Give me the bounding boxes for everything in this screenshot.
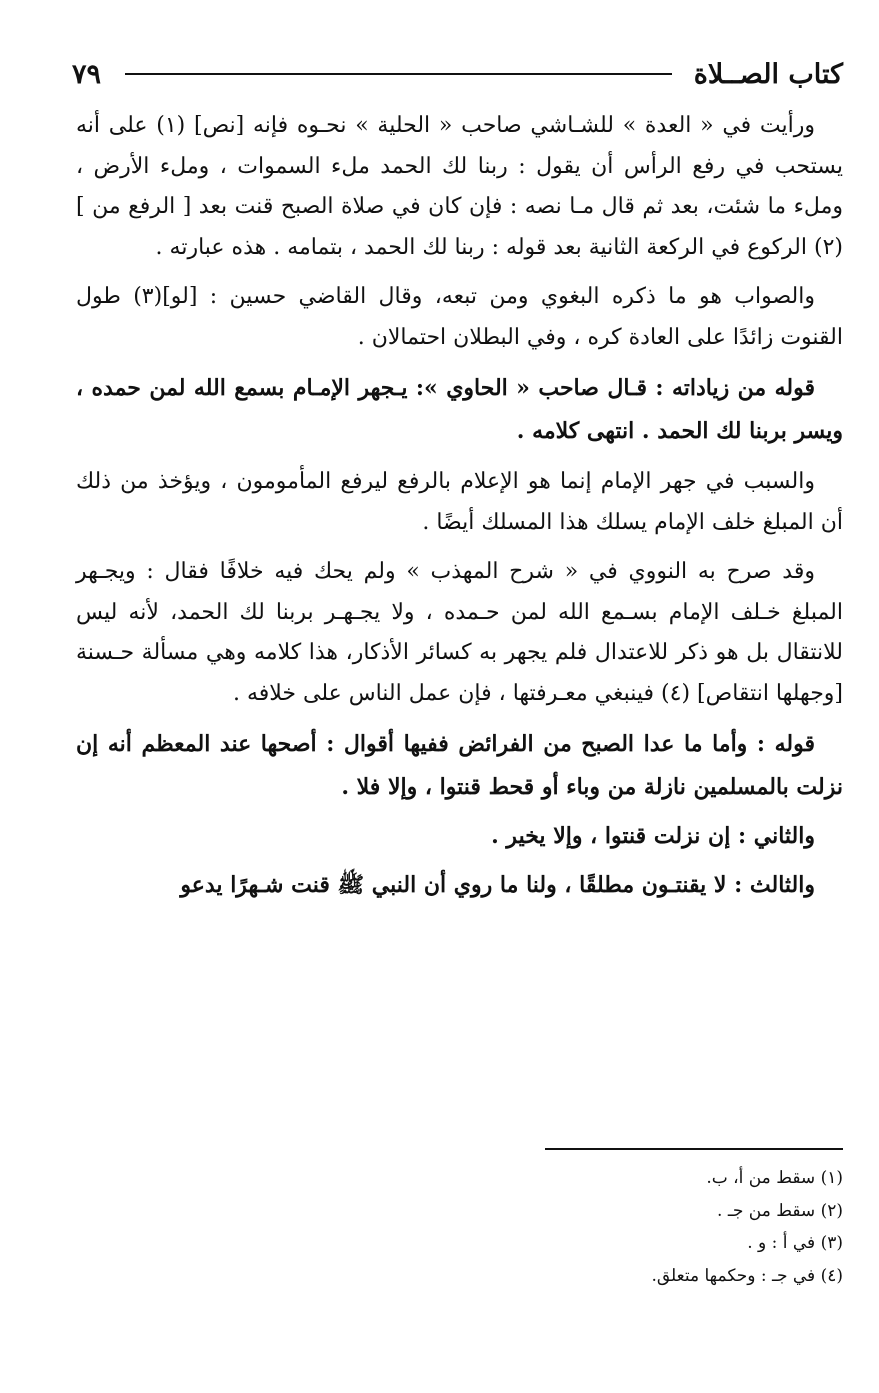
footnote: (١) سقط من أ، ب.	[706, 1168, 843, 1188]
bold-paragraph: والثالث : لا يقنتـون مطلقًا ، ولنا ما روي أن النبي ﷺ قنت شـهرًا يدعو	[180, 872, 815, 898]
main-text	[76, 106, 843, 913]
footnote: (٣) في أ : و .	[747, 1233, 843, 1253]
page-header	[72, 52, 843, 96]
bold-paragraph: قوله من زياداته : قـال صاحب « الحاوي »: يـجهر الإمـام بسمع الله لمن حمده ، ويسر بربنا لك الحمد . انتهى كلامه .	[76, 375, 843, 444]
page-number: ٧٩	[72, 58, 102, 90]
paragraph: والصواب هو ما ذكره البغوي ومن تبعه، وقال القاضي حسين : [لو](٣) طول القنوت زائدًا على العادة كره ، وفي البطلان احتمالان .	[76, 284, 843, 350]
footnote-divider	[545, 1148, 843, 1150]
bold-paragraph: والثاني : إن نزلت قنتوا ، وإلا يخير .	[491, 823, 815, 849]
footnote: (٢) سقط من جـ .	[717, 1200, 843, 1221]
bold-paragraph: قوله : وأما ما عدا الصبح من الفرائض ففيها أقوال : أصحها عند المعظم أنه إن نزلت بالمسلمين نازلة من وباء أو قحط قنتوا ، وإلا فلا .	[76, 731, 843, 800]
footnotes	[76, 1162, 843, 1292]
paragraph: والسبب في جهر الإمام إنما هو الإعلام بالرفع ليرفع المأمومون ، ويؤخذ من ذلك أن المبلغ خلف الإمام يسلك هذا المسلك أيضًا .	[76, 469, 843, 535]
paragraph: ورأيت في « العدة » للشـاشي صاحب « الحلية » نحـوه فإنه [نص] (١) على أنه يستحب في رفع الرأس أن يقول : ربنا لك الحمد ملء السموات ، وملء الأرض ، وملء ما شئت، بعد ثم قال مـا نصه : فإن كان في صلاة الصبح قنت بعد [ الرفع من ] (٢) الركوع في الركعة الثانية بعد قوله : ربنا لك الحمد ، بتمامه . هذه عبارته .	[76, 113, 843, 260]
footnote: (٤) في جـ : وحكمها متعلق.	[651, 1265, 843, 1286]
header-rule	[125, 73, 672, 75]
paragraph: وقد صرح به النووي في « شرح المهذب » ولم يحك فيه خلافًا فقال : ويجـهر المبلغ خـلف الإمام بسـمع الله لمن حـمده ، ولا يجـهـر بربنا لك الحمد، لأنه ليس للانتقال بل هو ذكر للاعتدال فلم يجهر به كسائر الأذكار، هذا كلامه وهي مسألة حـسنة [وجهلها انتقاص] (٤) فينبغي معـرفتها ، فإن عمل الناس على خلافه .	[76, 559, 843, 706]
chapter-title: كتاب الصــلاة	[693, 58, 843, 90]
